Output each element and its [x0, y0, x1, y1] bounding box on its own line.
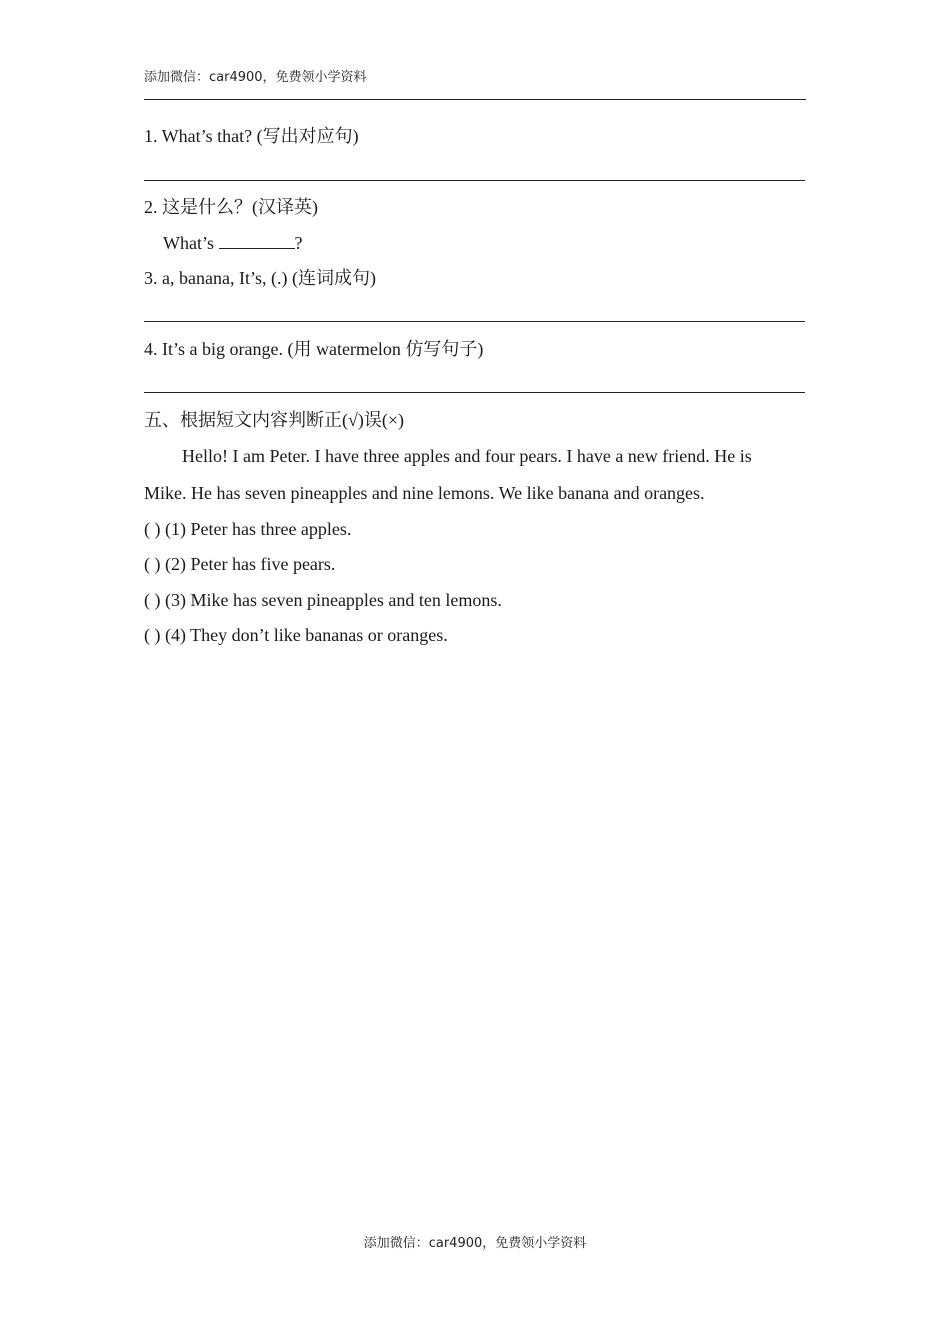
question-2: 2. 这是什么？(汉译英): [144, 197, 318, 217]
judgment-item-1: ( ) (1) Peter has three apples.: [144, 519, 352, 539]
passage-line-2: Mike. He has seven pineapples and nine lemons. We like banana and oranges.: [144, 483, 705, 503]
section-5-title: 五、根据短文内容判断正(√)误(×): [144, 410, 405, 430]
question-1: 1. What’s that? (写出对应句): [144, 126, 359, 146]
answer-line-3: [144, 321, 805, 322]
question-4: 4. It’s a big orange. (用 watermelon 仿写句子): [144, 339, 484, 359]
page-header-text: 添加微信：car4900，免费领小学资料: [144, 70, 367, 85]
passage-line-1: Hello! I am Peter. I have three apples and four pears. I have a new friend. He is: [182, 446, 752, 466]
question-2-answer: [163, 232, 303, 254]
judgment-item-4: ( ) (4) They don’t like bananas or oranges.: [144, 625, 448, 645]
header-divider: [144, 99, 806, 100]
judgment-item-2: ( ) (2) Peter has five pears.: [144, 554, 336, 574]
question-2-suffix: ?: [294, 233, 303, 253]
question-3: 3. a, banana, It’s, (.) (连词成句): [144, 268, 376, 288]
answer-line-4: [144, 392, 805, 393]
fill-in-blank[interactable]: [219, 232, 295, 249]
page-footer-text: 添加微信：car4900，免费领小学资料: [363, 1236, 587, 1251]
judgment-item-3: ( ) (3) Mike has seven pineapples and ten lemons.: [144, 590, 502, 610]
answer-line-1: [144, 180, 805, 181]
question-2-prefix: What’s: [163, 233, 219, 253]
